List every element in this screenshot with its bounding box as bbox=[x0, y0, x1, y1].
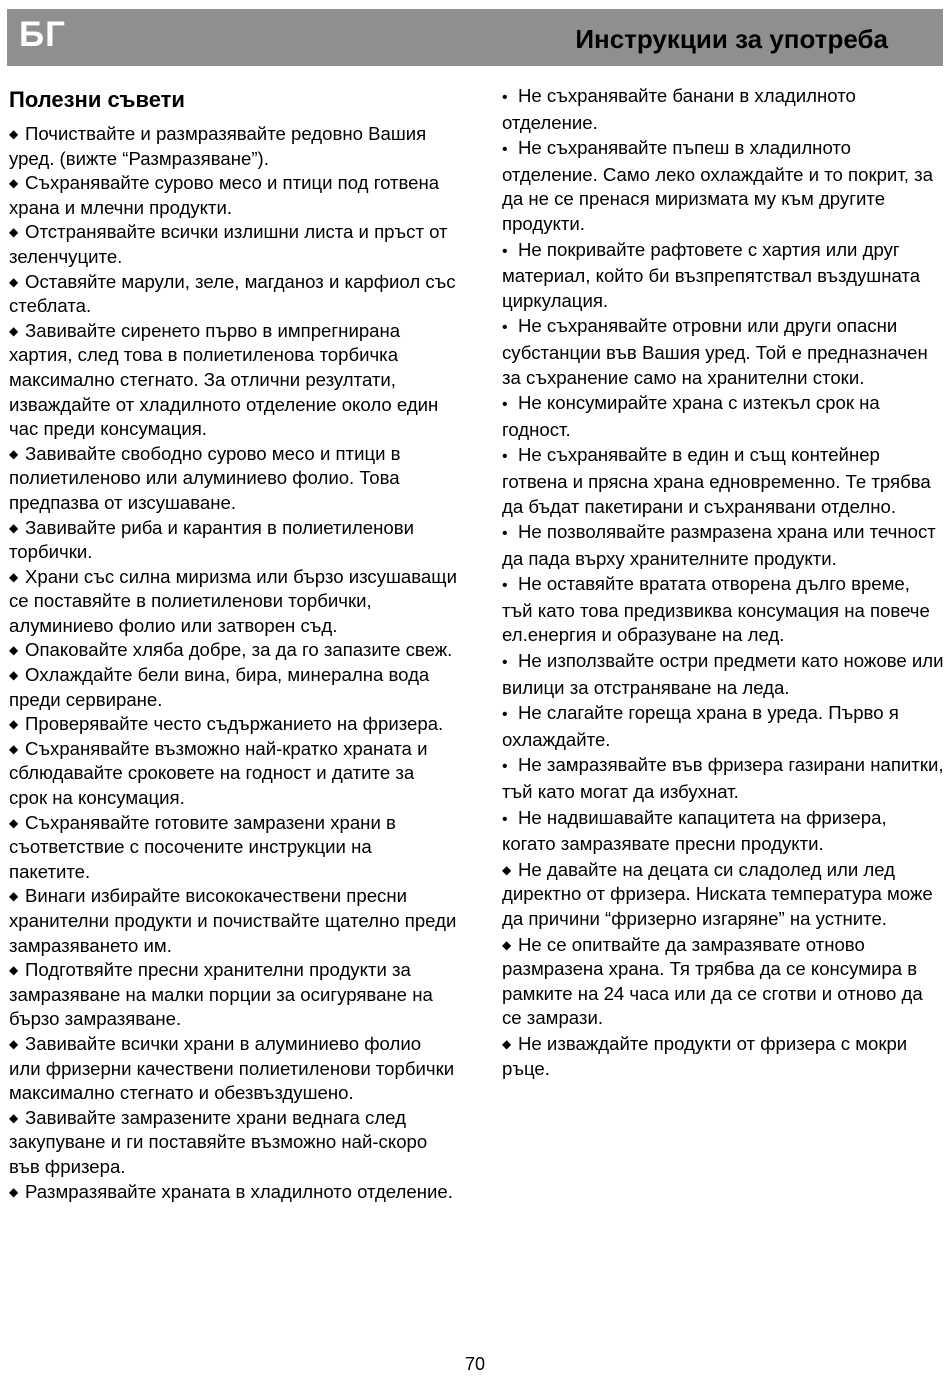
list-item-text: Завивайте риба и карантия в полиетиленови торбички. bbox=[9, 516, 414, 563]
list-item bbox=[9, 442, 457, 516]
list-item-text: Не съхранявайте отровни или други опасни субстанции във Вашия уред. Той е предназначен за съхранение само на хранителни стоки. bbox=[502, 315, 928, 388]
list-item bbox=[9, 712, 457, 737]
list-item-text: Не изваждайте продукти от фризера с мокри ръце. bbox=[502, 1032, 908, 1079]
list-item bbox=[9, 565, 457, 639]
diamond-bullet-icon: ◆ bbox=[502, 1036, 512, 1051]
list-item-text: Не консумирайте храна с изтекъл срок на годност. bbox=[502, 392, 880, 440]
diamond-bullet-icon: ◆ bbox=[9, 176, 19, 191]
list-item bbox=[502, 84, 944, 135]
page-number: 70 bbox=[464, 1354, 486, 1374]
left-column bbox=[9, 84, 457, 1204]
list-item-text: Завивайте сиренето първо в импрегнирана хартия, след това в полиетиленова торбичка максимално стегнато. За отлични резултати, изваждайте от хладилното отделение около един час преди консумация. bbox=[9, 319, 439, 440]
list-item-text: Почиствайте и размразявайте редовно Вашия уред. (вижте “Размразяване”). bbox=[9, 123, 427, 169]
diamond-bullet-icon: ◆ bbox=[9, 520, 19, 535]
list-item bbox=[502, 520, 944, 571]
list-item bbox=[502, 314, 944, 390]
list-item-text: Не оставяйте вратата отворена дълго време, тъй като това предизвиква консумация на повече ел.енергия и образуване на лед. bbox=[502, 573, 930, 646]
diamond-bullet-icon: ◆ bbox=[9, 717, 19, 732]
list-item-text: Опаковайте хляба добре, за да го запазите свеж. bbox=[25, 639, 453, 661]
list-item-text: Храни със силна миризма или бързо изсушаващи се поставяйте в полиетиленови торбички, алуминиево фолио или затворен съд. bbox=[9, 565, 457, 636]
list-item bbox=[9, 270, 457, 319]
list-item bbox=[9, 220, 457, 269]
list-item-text: Съхранявайте възможно най-кратко храната и сблюдавайте сроковете на годност и датите за срок на консумация. bbox=[9, 737, 428, 809]
diamond-bullet-icon: ◆ bbox=[502, 862, 512, 877]
diamond-bullet-icon: ◆ bbox=[9, 1036, 19, 1051]
list-item-text: Не използвайте остри предмети като ножове или вилици за отстраняване на леда. bbox=[502, 650, 944, 698]
list-item-text: Не се опитвайте да замразявате отново размразена храна. Тя трябва да се консумира в рамките на 24 часа или да се сготви и отново да се замрази. bbox=[502, 933, 923, 1029]
list-item bbox=[9, 1032, 457, 1106]
list-item bbox=[9, 319, 457, 442]
dot-bullet-icon: • bbox=[502, 810, 508, 828]
list-item-text: Не съхранявайте банани в хладилното отделение. bbox=[502, 85, 856, 133]
list-item bbox=[502, 572, 944, 648]
diamond-bullet-icon: ◆ bbox=[9, 1110, 19, 1125]
list-item bbox=[502, 136, 944, 236]
list-item-text: Не замразявайте във фризера газирани напитки, тъй като могат да избухнат. bbox=[502, 754, 944, 803]
list-item-text: Не слагайте гореща храна в уреда. Първо я охлаждайте. bbox=[502, 702, 899, 750]
list-item-text: Проверявайте често съдържанието на фризера. bbox=[25, 713, 444, 735]
dot-bullet-icon: • bbox=[502, 448, 508, 466]
tips-list bbox=[9, 122, 457, 1204]
dot-bullet-icon: • bbox=[502, 525, 508, 543]
list-item bbox=[9, 811, 457, 885]
dot-bullet-icon: • bbox=[502, 577, 508, 595]
list-item bbox=[9, 171, 457, 220]
diamond-bullet-icon: ◆ bbox=[9, 274, 19, 289]
list-item-text: Не съхранявайте в един и същ контейнер готвена и прясна храна едновременно. Те трябва да бъдат пакетирани и съхранявани отделно. bbox=[502, 444, 931, 517]
diamond-bullet-icon: ◆ bbox=[502, 937, 512, 952]
list-item bbox=[502, 649, 944, 700]
list-item bbox=[9, 737, 457, 811]
list-item-text: Не давайте на децата си сладолед или лед директно от фризера. Ниската температура може да причини “фризерно изгаряне” на устните. bbox=[502, 858, 933, 929]
list-item-text: Не позволявайте размразена храна или течност да пада върху хранителните продукти. bbox=[502, 521, 936, 569]
list-item bbox=[502, 858, 944, 932]
list-item-text: Не покривайте рафтовете с хартия или друг материал, който би възпрепятствал въздушната циркулация. bbox=[502, 238, 921, 311]
dot-bullet-icon: • bbox=[502, 758, 508, 776]
section-title: Полезни съвети bbox=[9, 87, 185, 112]
diamond-bullet-icon: ◆ bbox=[9, 569, 19, 584]
dot-bullet-icon: • bbox=[502, 141, 508, 159]
diamond-bullet-icon: ◆ bbox=[9, 668, 19, 683]
dot-bullet-icon: • bbox=[502, 242, 508, 260]
diamond-bullet-icon: ◆ bbox=[9, 889, 19, 904]
list-item-text: Отстранявайте всички излишни листа и пръст от зеленчуците. bbox=[9, 221, 448, 267]
list-item bbox=[502, 933, 944, 1031]
list-item-text: Съхранявайте готовите замразени храни в съответствие с посочените инструкции на пакетите. bbox=[9, 811, 396, 882]
dot-bullet-icon: • bbox=[502, 706, 508, 724]
list-item-text: Завивайте замразените храни веднага след закупуване и ги поставяйте възможно най-скоро във фризера. bbox=[9, 1106, 428, 1177]
list-item-text: Охлаждайте бели вина, бира, минерална вода преди сервиране. bbox=[9, 664, 430, 710]
list-item-text: Съхранявайте сурово месо и птици под готвена храна и млечни продукти. bbox=[9, 172, 440, 218]
list-item bbox=[502, 238, 944, 314]
list-item bbox=[9, 1180, 457, 1205]
list-item-text: Завивайте всички храни в алуминиево фолио или фризерни качествени полиетиленови торбички максимално стегнато и обезвъздушено. bbox=[9, 1032, 455, 1104]
dot-bullet-icon: • bbox=[502, 89, 508, 106]
diamond-bullet-icon: ◆ bbox=[9, 1184, 19, 1199]
diamond-bullet-icon: ◆ bbox=[9, 963, 19, 978]
list-item bbox=[502, 753, 944, 804]
list-item-text: Не съхранявайте пъпеш в хладилното отделение. Само леко охлаждайте и то покрит, за да не се пренася миризмата му към другите продукти. bbox=[502, 137, 933, 234]
list-item bbox=[9, 638, 457, 663]
diamond-bullet-icon: ◆ bbox=[9, 815, 19, 830]
dot-bullet-icon: • bbox=[502, 654, 508, 672]
list-item bbox=[9, 516, 457, 565]
list-item bbox=[9, 884, 457, 958]
diamond-bullet-icon: ◆ bbox=[9, 127, 19, 141]
list-item bbox=[502, 806, 944, 857]
list-item bbox=[502, 701, 944, 752]
list-item bbox=[9, 1106, 457, 1180]
list-item-text: Не надвишавайте капацитета на фризера, когато замразявате пресни продукти. bbox=[502, 806, 887, 855]
language-label: БГ bbox=[19, 15, 66, 54]
list-item bbox=[9, 663, 457, 712]
dot-bullet-icon: • bbox=[502, 319, 508, 337]
diamond-bullet-icon: ◆ bbox=[9, 643, 19, 658]
list-item bbox=[502, 391, 944, 442]
warning-list bbox=[502, 858, 944, 1081]
list-item-text: Размразявайте храната в хладилното отделение. bbox=[25, 1180, 453, 1202]
list-item-text: Подготвяйте пресни хранителни продукти за замразяване на малки порции за осигуряване на бързо замразяване. bbox=[9, 959, 433, 1030]
list-item bbox=[9, 122, 457, 171]
header-bar bbox=[7, 9, 943, 66]
diamond-bullet-icon: ◆ bbox=[9, 225, 19, 240]
list-item-text: Винаги избирайте висококачествени пресни хранителни продукти и почиствайте щателно преди замразяването им. bbox=[9, 885, 457, 956]
diamond-bullet-icon: ◆ bbox=[9, 741, 19, 756]
list-item-text: Завивайте свободно сурово месо и птици в полиетиленово или алуминиево фолио. Това предпазва от изсушаване. bbox=[9, 442, 401, 513]
diamond-bullet-icon: ◆ bbox=[9, 446, 19, 461]
dont-list bbox=[502, 84, 944, 857]
right-column bbox=[502, 84, 944, 1082]
dot-bullet-icon: • bbox=[502, 396, 508, 414]
list-item bbox=[502, 443, 944, 519]
list-item bbox=[502, 1032, 944, 1081]
diamond-bullet-icon: ◆ bbox=[9, 323, 19, 338]
document-title: Инструкции за употреба bbox=[575, 24, 888, 54]
list-item bbox=[9, 958, 457, 1032]
list-item-text: Оставяйте марули, зеле, магданоз и карфиол със стеблата. bbox=[9, 270, 456, 317]
